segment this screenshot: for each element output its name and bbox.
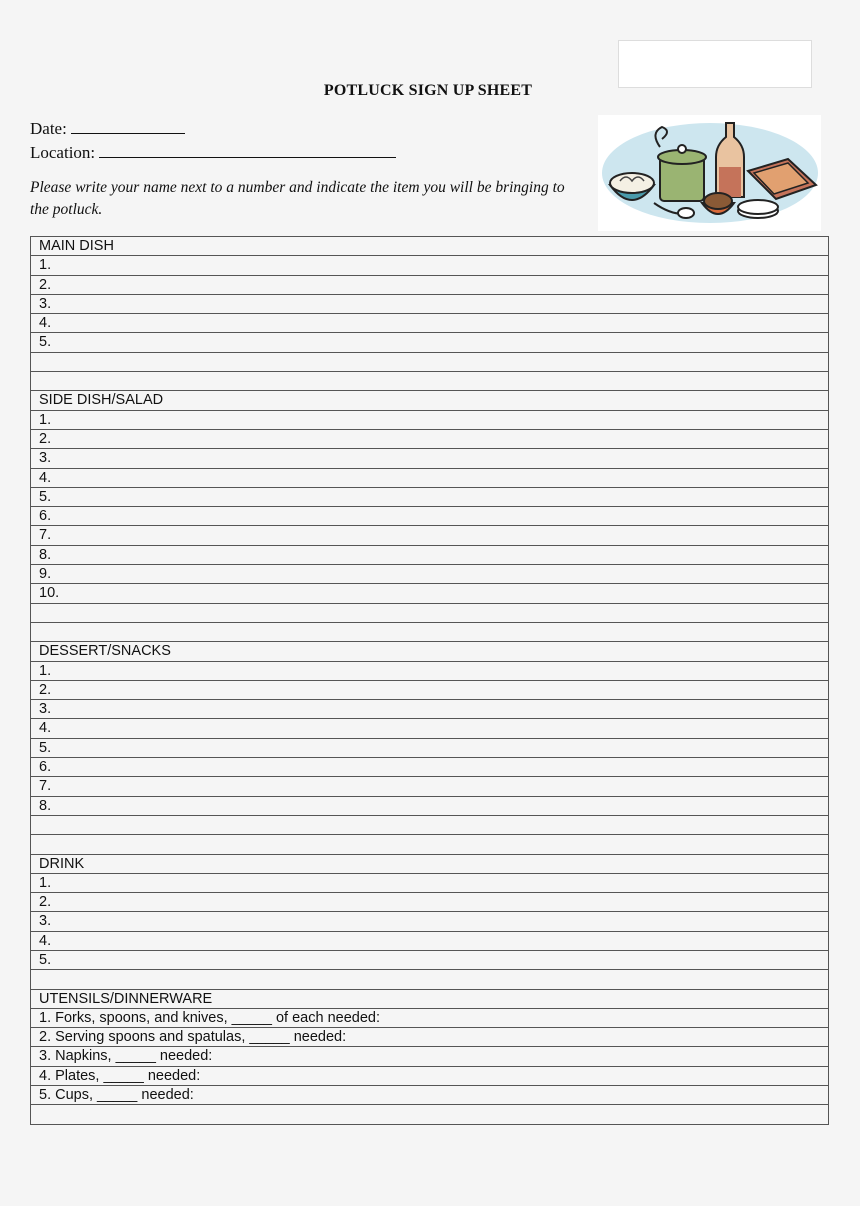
blank-row[interactable] [30, 353, 829, 372]
side-dish-row[interactable]: 5. [30, 488, 829, 507]
dessert-row[interactable]: 1. [30, 662, 829, 681]
blank-row[interactable] [30, 970, 829, 989]
side-dish-row[interactable]: 6. [30, 507, 829, 526]
dessert-row[interactable]: 5. [30, 739, 829, 758]
side-dish-row[interactable]: 10. [30, 584, 829, 603]
side-dish-row[interactable]: 1. [30, 411, 829, 430]
section-heading-main-dish: MAIN DISH [30, 237, 829, 256]
dessert-row[interactable]: 6. [30, 758, 829, 777]
instructions-text: Please write your name next to a number and indicate the item you will be bringing to the potluck. [30, 179, 565, 218]
dessert-row[interactable]: 2. [30, 681, 829, 700]
main-dish-row[interactable]: 3. [30, 295, 829, 314]
dessert-row[interactable]: 4. [30, 719, 829, 738]
location-label: Location: [30, 143, 96, 162]
blank-row[interactable] [30, 623, 829, 642]
drink-row[interactable]: 1. [30, 874, 829, 893]
date-label: Date: [30, 119, 67, 138]
page-title: POTLUCK SIGN UP SHEET [323, 82, 533, 99]
drink-row[interactable]: 2. [30, 893, 829, 912]
blank-row[interactable] [30, 1105, 829, 1124]
side-dish-row[interactable]: 8. [30, 546, 829, 565]
side-dish-row[interactable]: 7. [30, 526, 829, 545]
side-dish-row[interactable]: 4. [30, 469, 829, 488]
date-field[interactable] [71, 119, 185, 134]
side-dish-row[interactable]: 3. [30, 449, 829, 468]
date-line [30, 119, 185, 139]
utensils-row[interactable]: 4. Plates, _____ needed: [30, 1067, 829, 1086]
section-heading-drink: DRINK [30, 855, 829, 874]
drink-row[interactable]: 4. [30, 932, 829, 951]
utensils-row[interactable]: 1. Forks, spoons, and knives, _____ of each needed: [30, 1009, 829, 1028]
drink-row[interactable]: 3. [30, 912, 829, 931]
main-dish-row[interactable]: 5. [30, 333, 829, 352]
blank-row[interactable] [30, 604, 829, 623]
main-dish-row[interactable]: 1. [30, 256, 829, 275]
signup-table [30, 236, 829, 1125]
side-dish-row[interactable]: 9. [30, 565, 829, 584]
blank-row[interactable] [30, 372, 829, 391]
side-dish-row[interactable]: 2. [30, 430, 829, 449]
potluck-food-illustration [598, 115, 821, 231]
utensils-row[interactable]: 2. Serving spoons and spatulas, _____ needed: [30, 1028, 829, 1047]
dessert-row[interactable]: 7. [30, 777, 829, 796]
drink-row[interactable]: 5. [30, 951, 829, 970]
header-blank-box [618, 40, 812, 88]
main-dish-row[interactable]: 2. [30, 276, 829, 295]
location-line [30, 143, 396, 163]
blank-row[interactable] [30, 835, 829, 854]
section-heading-utensils: UTENSILS/DINNERWARE [30, 990, 829, 1009]
section-heading-dessert: DESSERT/SNACKS [30, 642, 829, 661]
utensils-row[interactable]: 3. Napkins, _____ needed: [30, 1047, 829, 1066]
main-dish-row[interactable]: 4. [30, 314, 829, 333]
utensils-row[interactable]: 5. Cups, _____ needed: [30, 1086, 829, 1105]
blank-row[interactable] [30, 816, 829, 835]
dessert-row[interactable]: 3. [30, 700, 829, 719]
dessert-row[interactable]: 8. [30, 797, 829, 816]
location-field[interactable] [99, 143, 396, 158]
section-heading-side-dish: SIDE DISH/SALAD [30, 391, 829, 410]
